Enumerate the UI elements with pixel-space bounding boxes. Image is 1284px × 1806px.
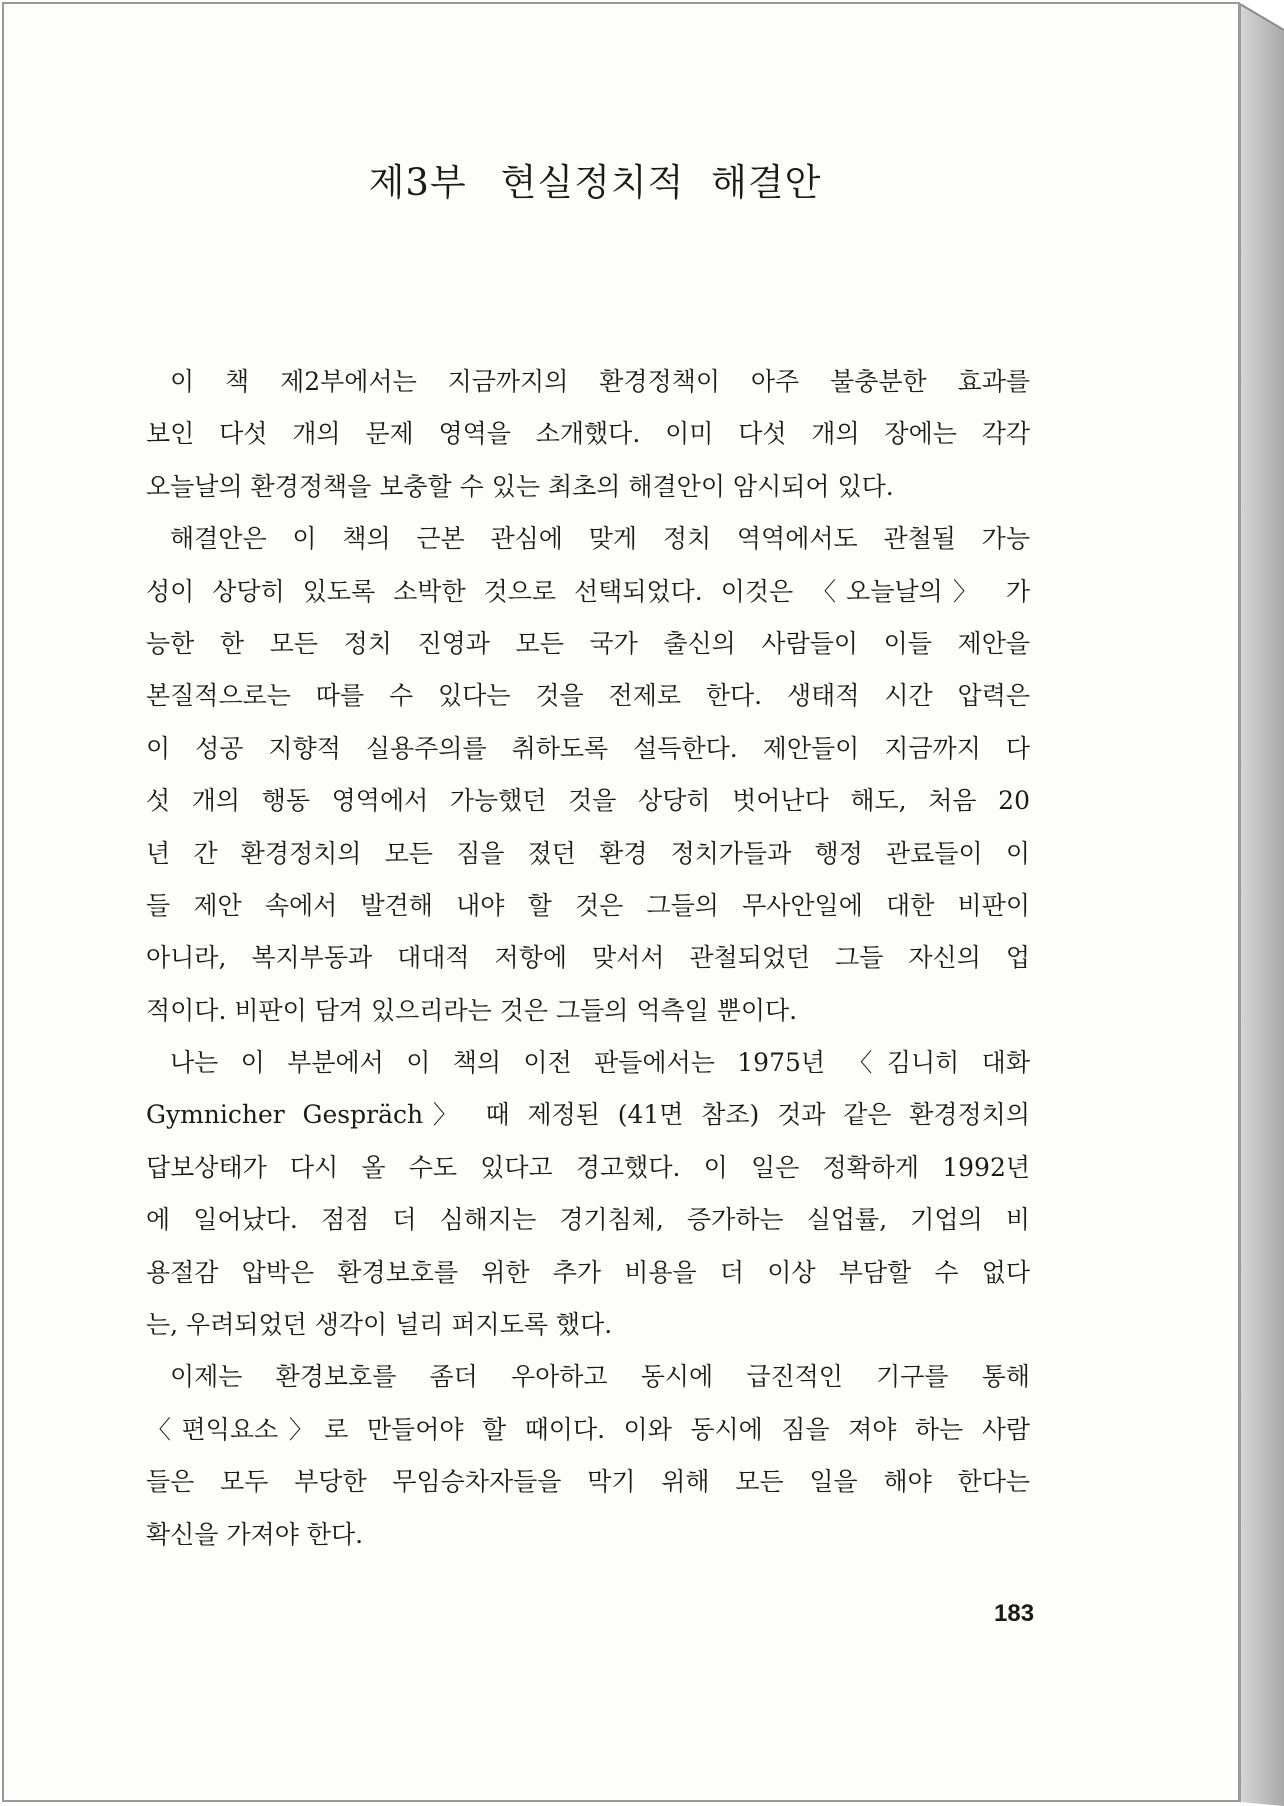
- body-text: [146, 356, 1030, 1561]
- text-line: 답보상태가 다시 올 수도 있다고 경고했다. 이 일은 정확하게 1992년: [146, 1152, 1030, 1182]
- text-line: 용절감 압박은 환경보호를 위한 추가 비용을 더 이상 부담할 수 없다: [146, 1257, 1030, 1287]
- text-line: 해결안은 이 책의 근본 관심에 맞게 정치 역역에서도 관철될 가능: [170, 524, 1030, 554]
- text-line: 이 성공 지향적 실용주의를 취하도록 설득한다. 제안들이 지금까지 다: [146, 733, 1030, 763]
- chapter-title: [0, 152, 1190, 206]
- text-line: 섯 개의 행동 영역에서 가능했던 것을 상당히 벗어난다 해도, 처음 20: [146, 786, 1030, 816]
- text-line: 에 일어났다. 점점 더 심해지는 경기침체, 증가하는 실업률, 기업의 비: [146, 1205, 1030, 1235]
- text-line: 나는 이 부분에서 이 책의 이전 판들에서는 1975년 〈김니히 대화: [170, 1048, 1030, 1078]
- text-line: 확신을 가져야 한다.: [146, 1519, 364, 1549]
- text-line: Gymnicher Gespräch〉 때 제정된 (41면 참조) 것과 같은 환경정치의: [146, 1100, 1030, 1130]
- part-label: 제3부: [368, 161, 467, 204]
- text-line: 보인 다섯 개의 문제 영역을 소개했다. 이미 다섯 개의 장에는 각각: [146, 419, 1030, 449]
- text-line: 들은 모두 부당한 무임승차자들을 막기 위해 모든 일을 해야 한다는: [146, 1467, 1030, 1497]
- text-line: 년 간 환경정치의 모든 짐을 졌던 환경 정치가들과 행정 관료들이 이: [146, 838, 1030, 868]
- text-line: 성이 상당히 있도록 소박한 것으로 선택되었다. 이것은 〈오늘날의〉 가: [146, 576, 1030, 606]
- part-title: 현실정치적 해결안: [500, 161, 822, 204]
- page-number: 183: [994, 1600, 1035, 1627]
- text-line: 이제는 환경보호를 좀더 우아하고 동시에 급진적인 기구를 통해: [170, 1362, 1030, 1392]
- text-line: 오늘날의 환경정책을 보충할 수 있는 최초의 해결안이 암시되어 있다.: [146, 471, 894, 501]
- page-edge-shadow: [1200, 0, 1284, 1806]
- text-line: 는, 우려되었던 생각이 널리 퍼지도록 했다.: [146, 1310, 613, 1340]
- text-line: 아니라, 복지부동과 대대적 저항에 맞서서 관철되었던 그들 자신의 업: [146, 943, 1030, 973]
- text-line: 〈편익요소〉로 만들어야 할 때이다. 이와 동시에 짐을 져야 하는 사람: [146, 1414, 1030, 1444]
- text-line: 이 책 제2부에서는 지금까지의 환경정책이 아주 불충분한 효과를: [170, 367, 1030, 396]
- text-line: 적이다. 비판이 담겨 있으리라는 것은 그들의 억측일 뿐이다.: [146, 995, 798, 1025]
- text-line: 들 제안 속에서 발견해 내야 할 것은 그들의 무사안일에 대한 비판이: [146, 890, 1030, 920]
- text-line: 본질적으로는 따를 수 있다는 것을 전제로 한다. 생태적 시간 압력은: [146, 681, 1030, 711]
- text-line: 능한 한 모든 정치 진영과 모든 국가 출신의 사람들이 이들 제안을: [146, 628, 1030, 658]
